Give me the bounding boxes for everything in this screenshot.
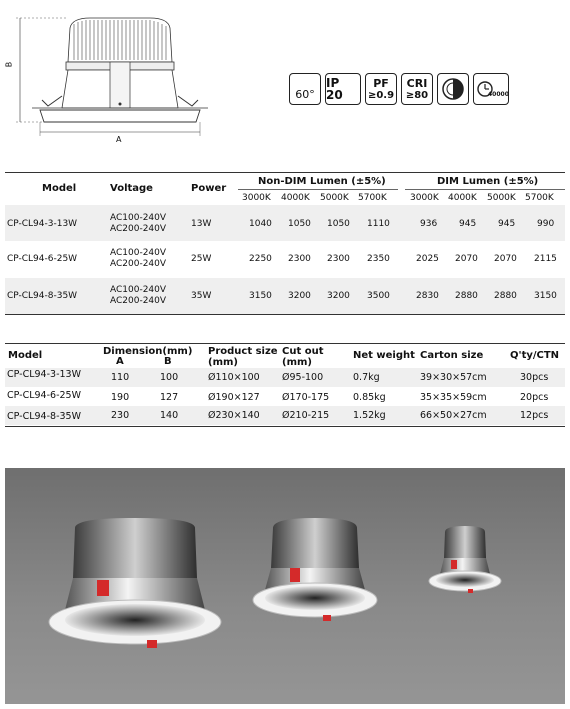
dimension-label-a: A	[116, 135, 122, 144]
power-factor-icon: PF ≥0.9	[365, 73, 397, 105]
downlight-medium	[253, 518, 377, 621]
downlight-small	[429, 526, 501, 593]
table2-header-product-size: Product size (mm)	[208, 346, 278, 368]
table1-header-model: Model	[42, 183, 77, 194]
dim-cct-5700k: 5700K	[525, 193, 554, 203]
dimension-label-b: B	[4, 61, 14, 68]
table1-header-power: Power	[191, 183, 227, 194]
table2-header-cut-out: Cut out (mm)	[282, 346, 324, 368]
table2-bottom-rule	[5, 426, 565, 427]
table2-top-rule	[5, 343, 565, 344]
non-dim-cct-5700k: 5700K	[358, 193, 387, 203]
dimmable-icon	[437, 73, 469, 105]
cri-icon: CRI ≥80	[401, 73, 433, 105]
lifetime-icon: 40000	[473, 73, 509, 105]
non-dim-cct-4000k: 4000K	[281, 193, 310, 203]
table1-header-non-dim: Non-DIM Lumen (±5%)	[258, 176, 386, 187]
downlight-large	[49, 518, 221, 648]
table2-header-net-weight: Net weight	[353, 350, 415, 361]
downlight-render	[5, 468, 565, 704]
table2-header-dim-a: A	[116, 356, 124, 367]
dim-cct-5000k: 5000K	[487, 193, 516, 203]
table2-header-carton-size: Carton size	[420, 350, 484, 361]
table1-header-voltage: Voltage	[110, 183, 153, 194]
table2-header-dimension: Dimension(mm)	[103, 346, 193, 357]
ip-rating-icon: IP 20	[325, 73, 361, 105]
table1-bottom-rule	[5, 314, 565, 315]
table2-header-qty: Q'ty/CTN	[510, 350, 560, 361]
table2-header-model: Model	[8, 350, 43, 361]
dim-cct-4000k: 4000K	[448, 193, 477, 203]
beam-angle-icon: 60°	[289, 73, 321, 105]
table1-header-dim: DIM Lumen (±5%)	[437, 176, 539, 187]
dim-cct-3000k: 3000K	[410, 193, 439, 203]
non-dim-cct-5000k: 5000K	[320, 193, 349, 203]
table1-top-rule	[5, 172, 565, 173]
table1-row-bg	[5, 205, 565, 241]
table2-header-dim-b: B	[164, 356, 172, 367]
technical-drawing	[10, 10, 215, 150]
product-photo	[5, 468, 565, 704]
non-dim-cct-3000k: 3000K	[242, 193, 271, 203]
table1-row-bg	[5, 278, 565, 314]
